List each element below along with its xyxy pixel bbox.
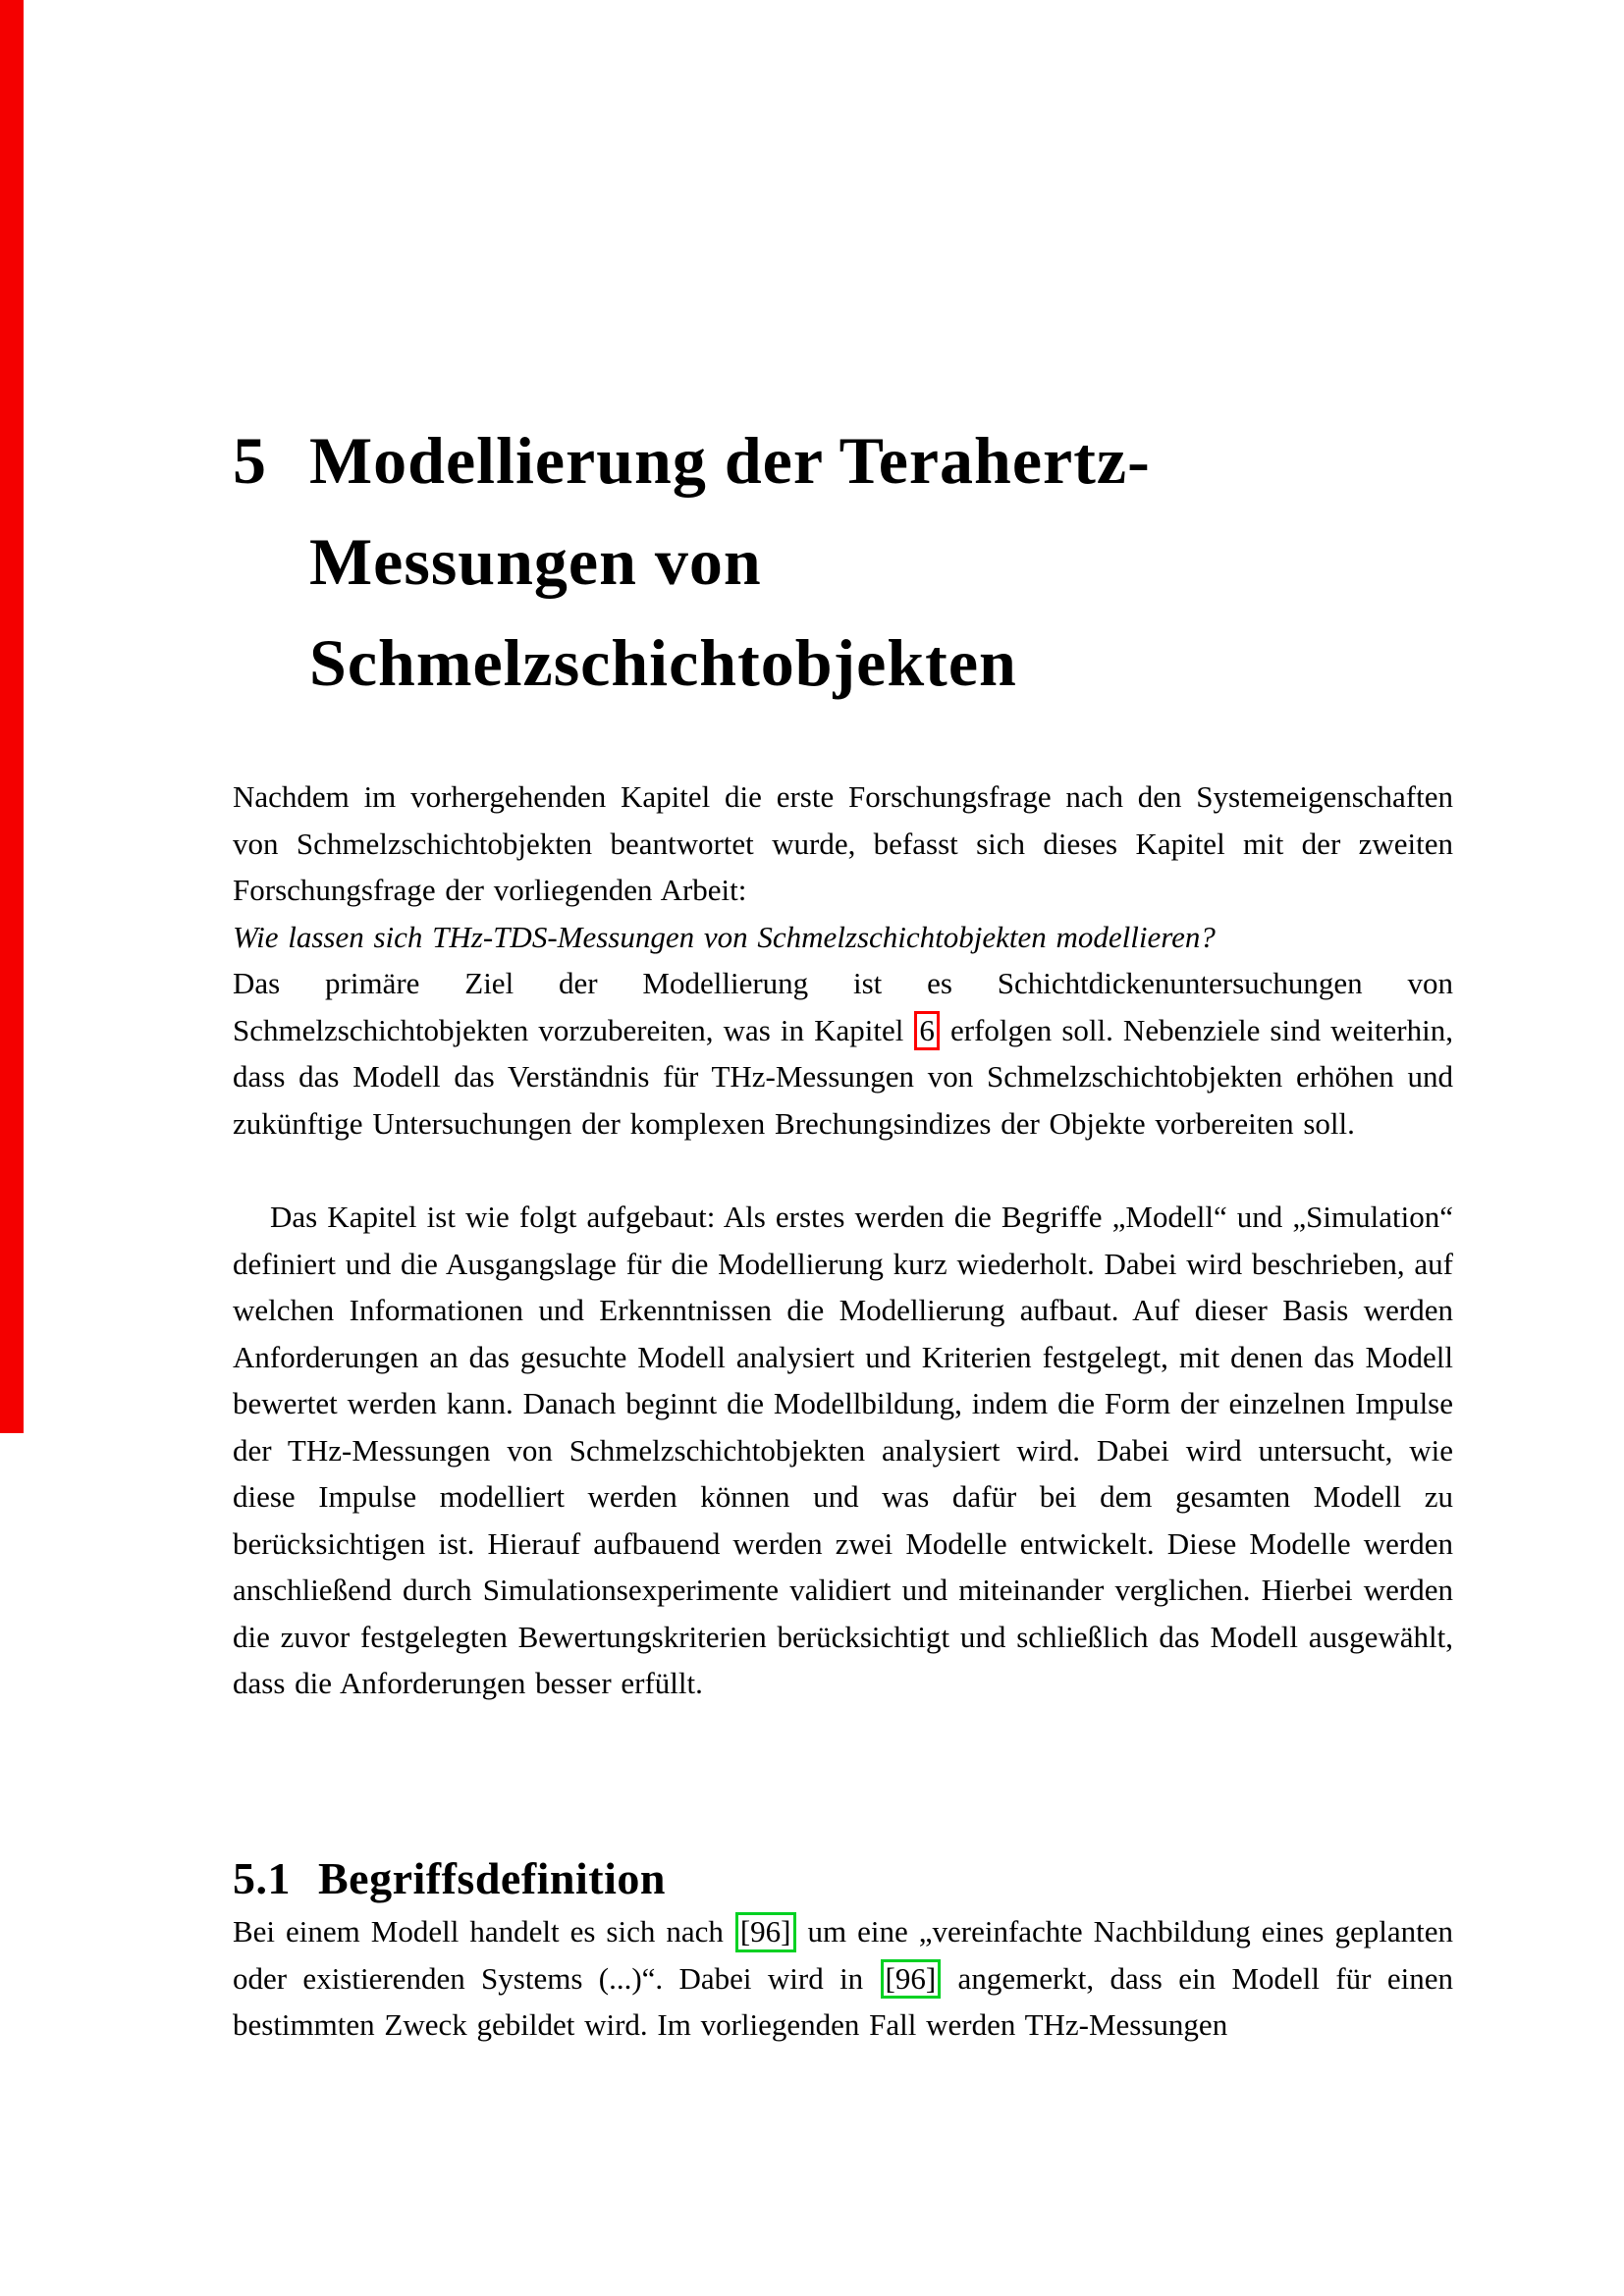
section-heading	[233, 1851, 666, 1905]
definition-text-1: Bei einem Modell handelt es sich nach	[233, 1914, 734, 1949]
chapter-heading	[233, 410, 1548, 714]
definition-text-2: um eine „vereinfachte Nachbildung eines geplanten oder existierenden Systems (...)“. Dabei wird in	[233, 1914, 1453, 1996]
chapter-title	[309, 410, 1151, 714]
definition-text-3: angemerkt, dass ein Modell für einen bestimmten Zweck gebildet wird. Im vorliegenden Fall werden THz-Messungen	[233, 1960, 1453, 2042]
chapter-title-line-3: Schmelzschichtobjekten	[309, 624, 1017, 700]
paragraph-research-question: Wie lassen sich THz-TDS-Messungen von Schmelzschichtobjekten modellieren?	[233, 920, 1216, 954]
goal-text-after-ref: erfolgen soll. Nebenziele sind weiterhin, dass das Modell das Verständnis für THz-Messungen von Schmelzschichtobjekten erhöhen und zukünftige Untersuchungen der komplexen Brechungsindizes der Objekte vorbereiten soll.	[233, 1012, 1453, 1141]
paragraph-chapter-structure: Das Kapitel ist wie folgt aufgebaut: Als erstes werden die Begriffe „Modell“ und „Simulation“ definiert und die Ausgangslage für die Modellierung kurz wiederholt. Dabei wird beschrieben, auf welchen Informationen und Erkenntnissen die Modellierung aufbaut. Auf dieser Basis werden Anforderungen an das gesuchte Modell analysiert und Kriterien festgelegt, mit denen das Modell bewertet werden kann. Danach beginnt die Modellbildung, indem die Form der einzelnen Impulse der THz-Messungen von Schmelzschichtobjekten analysiert wird. Dabei wird untersucht, wie diese Impulse modelliert werden können und was dafür bei dem gesamten Modell zu berücksichtigen ist. Hierauf aufbauend werden zwei Modelle entwickelt. Diese Modelle werden anschließend durch Simulationsexperimente validiert und miteinander verglichen. Hierbei werden die zuvor festgelegten Bewertungskriterien berücksichtigt und schließlich das Modell ausgewählt, dass die Anforderungen besser erfüllt.	[233, 1200, 1453, 1700]
citation-96-link-1[interactable]: [96]	[735, 1912, 796, 1952]
chapter-6-link[interactable]: 6	[914, 1011, 940, 1051]
paragraph-goal	[233, 960, 1453, 1147]
paragraph-intro: Nachdem im vorhergehenden Kapitel die erste Forschungsfrage nach den Systemeigenschaften von Schmelzschichtobjekten beantwortet wurde, befasst sich dieses Kapitel mit der zweiten Forschungsfrage der vorliegenden Arbeit:	[233, 779, 1453, 907]
section-title: Begriffsdefinition	[318, 1853, 666, 1904]
chapter-number: 5	[233, 422, 267, 498]
margin-change-bar	[0, 0, 24, 1433]
paragraph-definition	[233, 1908, 1453, 2049]
goal-text-before-ref: Das primäre Ziel der Modellierung ist es Schichtdickenuntersuchungen von Schmelzschichtobjekten vorzubereiten, was in Kapitel	[233, 966, 1453, 1047]
section-number: 5.1	[233, 1853, 291, 1904]
chapter-title-line-2: Messungen von	[309, 523, 762, 599]
chapter-title-line-1: Modellierung der Terahertz-	[309, 422, 1151, 498]
citation-96-link-2[interactable]: [96]	[881, 1959, 942, 2000]
